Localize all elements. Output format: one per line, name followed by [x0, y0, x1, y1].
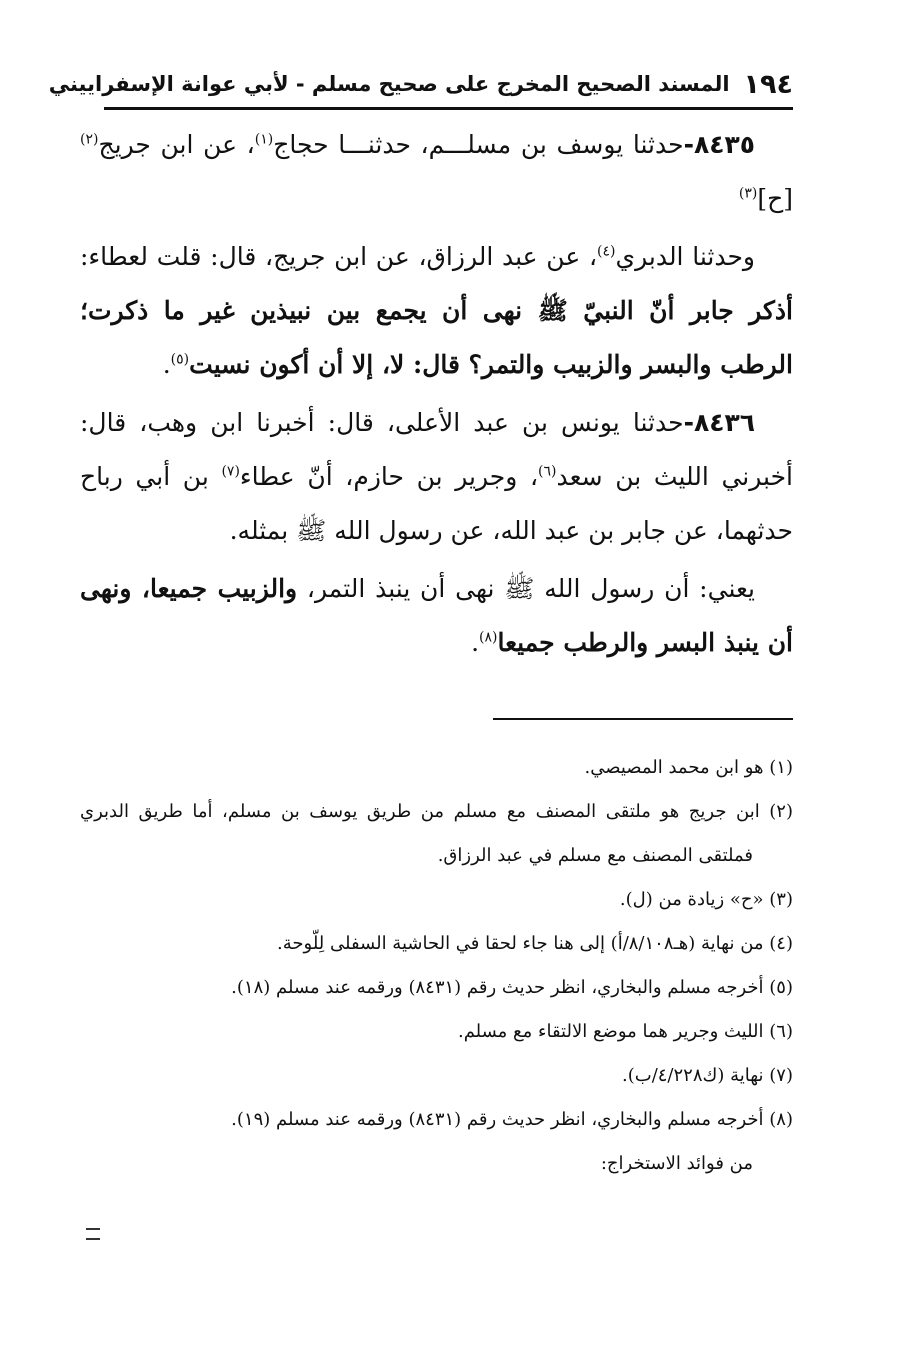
- text-run: يعني: أن رسول الله ﷺ نهى أن ينبذ التمر،: [297, 574, 755, 603]
- footnote-1: (١) هو ابن محمد المصيصي.: [584, 757, 793, 778]
- footnote-5: (٥) أخرجه مسلم والبخاري، انظر حديث رقم (٨٤٣١) ورقمه عند مسلم (١٨).: [231, 977, 793, 998]
- text-run: [ح]: [757, 184, 793, 213]
- footnote-ref[interactable]: (٨): [479, 629, 498, 646]
- text-run: حدثنا يونس بن عبد الأعلى، قال: أخبرنا ابن وهب، قال: أخبرني الليث بن سعد: [80, 408, 793, 491]
- footnotes: [80, 746, 793, 1186]
- footnote-4: (٤) من نهاية (هـ٨/١٠٨/أ) إلى هنا جاء لحقا في الحاشية السفلى لِلّوحة.: [277, 933, 793, 954]
- text-run: حدثنا يوسف بن مسلـــم، حدثنـــا حجاج: [273, 130, 684, 159]
- text-run: ، عن ابن جريج: [98, 130, 255, 159]
- page-number: ١٩٤: [743, 68, 793, 100]
- hadith-number: ٨٤٣٥-: [683, 130, 755, 159]
- footnote-ref[interactable]: (٥): [170, 351, 190, 368]
- footnote-rule: [493, 718, 793, 720]
- footnote-2: (٢) ابن جريج هو ملتقى المصنف مع مسلم من طريق يوسف بن مسلم، أما طريق الدبري فملتقى المصنف مع مسلم في عبد الرزاق.: [80, 801, 793, 866]
- text-run: ، وجرير بن حازم، أنّ عطاء: [239, 462, 539, 491]
- benefits-heading: من فوائد الاستخراج:: [600, 1153, 753, 1174]
- hadith-8435-second-chain: [80, 230, 793, 392]
- footnote-ref[interactable]: (٢): [80, 131, 99, 148]
- header-rule: [104, 107, 793, 110]
- main-text: [80, 118, 793, 674]
- footnote-7: (٧) نهاية (ك٤/٢٢٨/ب).: [622, 1065, 793, 1086]
- text-run: بن أبي رباح حدثهما، عن جابر بن عبد الله، عن رسول الله ﷺ بمثله.: [80, 462, 793, 545]
- footnote-ref[interactable]: (١): [254, 131, 274, 148]
- text-run: .: [162, 350, 171, 379]
- bold-text-run: والزبيب جميعا، ونهى أن ينبذ البسر والرطب جميعا: [80, 574, 793, 657]
- text-run: .: [471, 628, 480, 657]
- footnote-6: (٦) الليث وجرير هما موضع الالتقاء مع مسلم.: [457, 1021, 793, 1042]
- book-title: المسند الصحيح المخرج على صحيح مسلم - لأبي عوانة الإسفراييني: [48, 72, 730, 96]
- bold-text-run: أذكر جابر أنّ النبيّ ﷺ نهى أن يجمع بين نبيذين غير ما ذكرت؛ الرطب والبسر والزبيب والتمر؟ قال: لا، إلا أن أكون نسيت: [80, 296, 793, 379]
- hadith-8435: [80, 118, 793, 226]
- text-run: ، عن عبد الرزاق، عن ابن جريج، قال: قلت لعطاء:: [80, 242, 598, 271]
- footnote-ref[interactable]: (٧): [221, 463, 240, 480]
- footnote-3: (٣) «ح» زيادة من (ل).: [619, 889, 793, 910]
- text-run: وحدثنا الدبري: [615, 242, 755, 271]
- footnote-ref[interactable]: (٤): [597, 243, 616, 260]
- footnote-ref[interactable]: (٦): [538, 463, 557, 480]
- hadith-number: ٨٤٣٦-: [683, 408, 755, 437]
- page-mark: [86, 1228, 100, 1240]
- hadith-8436: [80, 396, 793, 558]
- running-header: [48, 66, 793, 102]
- explanation: [80, 562, 793, 670]
- footnote-ref[interactable]: (٣): [738, 185, 758, 202]
- footnote-8: (٨) أخرجه مسلم والبخاري، انظر حديث رقم (٨٤٣١) ورقمه عند مسلم (١٩).: [231, 1109, 793, 1130]
